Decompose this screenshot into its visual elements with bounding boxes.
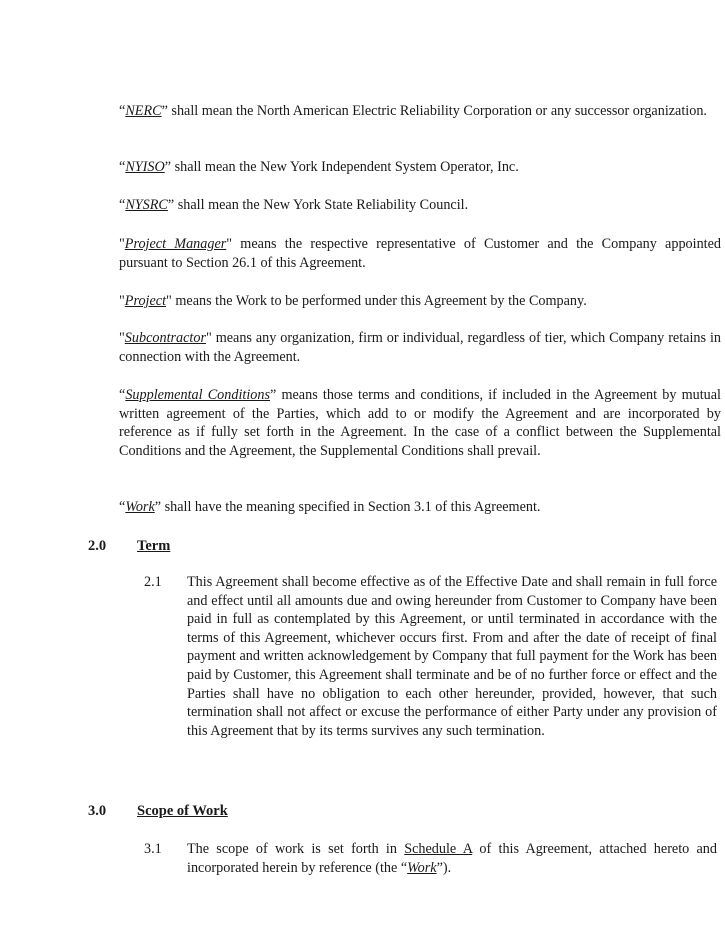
section-title: Term — [137, 538, 171, 554]
subsection-text: This Agreement shall become effective as of the Effective Date and shall remain in full force and effect until all amounts due and owing hereunder from Customer to Company have been paid in full as contemplated by this Agreement, or until terminated in accordance with the terms of this Agreement, whichever occurs first. From and after the date of receipt of final payment and written acknowledgement by Company that full payment for the Work has been paid by Customer, this Agreement shall terminate and be of no further force or effect and the Parties shall have no obligation to each other hereunder, provided, however, that such termination shall not affect or excuse the performance of either Party under any provision of this Agreement that by its terms survives any such termination. — [187, 574, 717, 739]
defined-term: Work — [407, 859, 437, 876]
subsection-number: 2.1 — [144, 574, 162, 590]
defined-term: Project — [124, 293, 167, 309]
definition-supplemental-conditions: “Supplemental Conditions” means those terms and conditions, if included in the Agreement by mutual written agreement of the Parties, which add to or modify the Agreement and are incorporated by reference as if fully set forth in the Agreement. In the case of a conflict between the Supplemental Conditions and the Agreement, the Supplemental Conditions shall prevail. — [119, 387, 721, 459]
definition-nysrc: “NYSRC” shall mean the New York State Reliability Council. — [119, 197, 469, 213]
defined-term: NERC — [125, 103, 162, 119]
schedule-reference: Schedule A — [404, 841, 473, 857]
subsection-text: The scope of work is set forth in Schedule A of this Agreement, attached hereto and incorporated herein by reference (the “Work”). — [187, 841, 717, 876]
definition-work: “Work” shall have the meaning specified in Section 3.1 of this Agreement. — [119, 499, 541, 515]
definition-project: "Project" means the Work to be performed under this Agreement by the Company. — [119, 293, 587, 309]
definition-nerc: “NERC” shall mean the North American Electric Reliability Corporation or any successor organization. — [119, 103, 707, 119]
defined-term: Work — [125, 499, 155, 515]
section-number: 3.0 — [88, 803, 107, 819]
defined-term: Project Manager — [124, 236, 227, 252]
definition-project-manager: "Project Manager" means the respective representative of Customer and the Company appointed pursuant to Section 26.1 of this Agreement. — [119, 236, 721, 271]
section-title: Scope of Work — [137, 803, 228, 819]
defined-term: Subcontractor — [124, 330, 206, 346]
defined-term: NYSRC — [125, 197, 168, 213]
section-number: 2.0 — [88, 538, 107, 554]
defined-term: NYISO — [125, 159, 165, 175]
definition-nyiso: “NYISO” shall mean the New York Independent System Operator, Inc. — [119, 159, 519, 175]
definition-subcontractor: "Subcontractor" means any organization, firm or individual, regardless of tier, which Company retains in connection with the Agreement. — [119, 330, 721, 365]
defined-term: Supplemental Conditions — [125, 387, 270, 403]
subsection-number: 3.1 — [144, 841, 162, 857]
